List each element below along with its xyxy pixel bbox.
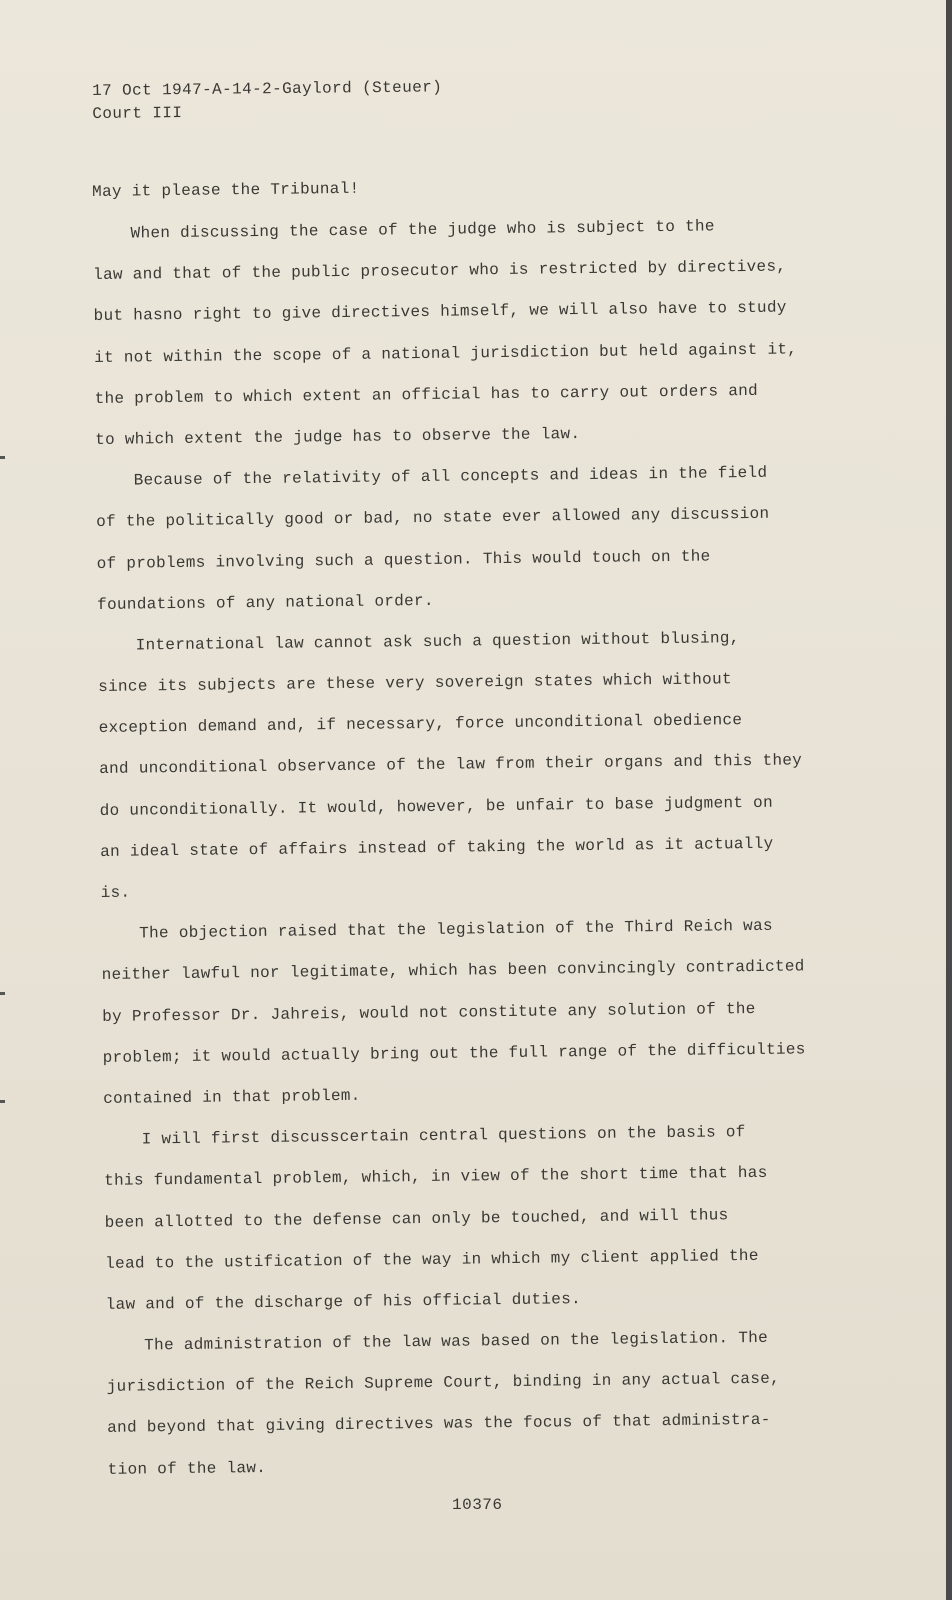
salutation: May it please the Tribunal! [92, 179, 360, 201]
paragraph [92, 213, 835, 469]
scan-mark [0, 992, 5, 995]
header-date-line: 17 Oct 1947-A-14-2-Gaylord (Steuer) [92, 78, 443, 100]
text-line: an ideal state of affairs instead of taking the world as it actually [100, 834, 774, 861]
text-line: The administration of the law was based on the legislation. The [144, 1328, 769, 1355]
text-line: is. [100, 883, 131, 902]
text-line: International law cannot ask such a question without blusing, [135, 628, 740, 655]
scan-mark [0, 1100, 5, 1103]
text-line: neither lawful nor legitimate, which has been convincingly contradicted [101, 957, 805, 985]
text-line: this fundamental problem, which, in view of the short time that has [104, 1164, 768, 1191]
paragraph [96, 460, 838, 634]
text-line: tion of the law. [107, 1458, 267, 1479]
paragraph [106, 1325, 848, 1499]
page-number: 10376 [452, 1496, 503, 1514]
text-line: contained in that problem. [103, 1086, 361, 1108]
text-line: to which extent the judge has to observe the law. [95, 424, 581, 449]
text-line: foundations of any national order. [97, 591, 434, 614]
document-body [92, 173, 848, 1499]
paragraph [101, 913, 843, 1128]
text-line: it not within the scope of a national jurisdiction but held against it, [94, 339, 798, 367]
text-line: I will first discusscertain central questions on the basis of [141, 1123, 746, 1149]
scan-mark [0, 456, 5, 459]
header-court-line: Court III [92, 104, 183, 123]
text-line: law and of the discharge of his official duties. [105, 1289, 582, 1314]
text-line: Because of the relativity of all concepts and ideas in the field [133, 463, 768, 490]
text-line: jurisdiction of the Reich Supreme Court, binding in any actual case, [106, 1369, 781, 1397]
text-line: since its subjects are these very sovereign states which without [98, 670, 732, 697]
paragraph [98, 625, 841, 922]
text-line: the problem to which extent an official has to carry out orders and [94, 381, 759, 408]
scan-edge [946, 0, 952, 1600]
text-line: When discussing the case of the judge who is subject to the [130, 217, 715, 243]
text-line: of problems involving such a question. This would touch on the [96, 546, 711, 573]
text-line: and unconditional observance of the law from their organs and this they [99, 751, 803, 779]
text-line: but hasno right to give directives himself, we will also have to study [93, 298, 787, 326]
text-line: law and that of the public prosecutor who is restricted by directives, [93, 257, 787, 285]
paragraph [104, 1119, 846, 1334]
text-line: exception demand and, if necessary, force unconditional obedience [98, 711, 743, 738]
text-line: been allotted to the defense can only be touched, and will thus [104, 1205, 729, 1232]
document-header [92, 76, 443, 126]
text-line: do unconditionally. It would, however, be unfair to base judgment on [99, 793, 774, 820]
text-line: by Professor Dr. Jahreis, would not constitute any solution of the [102, 999, 756, 1026]
text-line: of the politically good or bad, no state ever allowed any discussion [96, 505, 770, 532]
text-line: The objection raised that the legislation of the Third Reich was [139, 916, 773, 943]
text-line: problem; it would actually bring out the full range of the difficulties [102, 1040, 806, 1067]
text-line: and beyond that giving directives was the focus of that administra- [107, 1411, 771, 1438]
text-line: lead to the ustification of the way in which my client applied the [105, 1246, 759, 1273]
